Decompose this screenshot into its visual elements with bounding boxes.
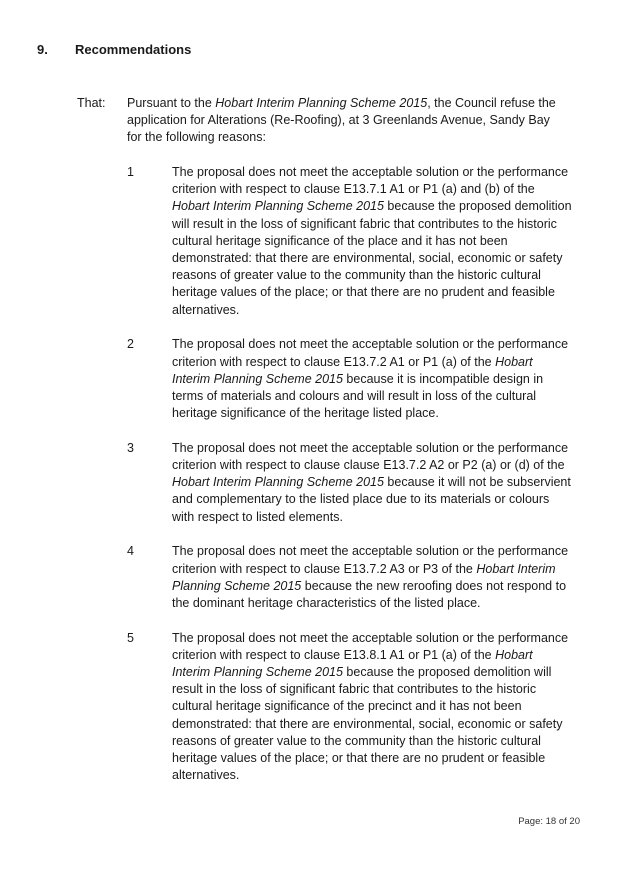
that-label: That: (77, 96, 106, 110)
reason-number: 1 (127, 165, 134, 179)
intro-text-after: , the Council refuse the application for Alterations (Re-Roofing), at 3 Greenlands Avenue, Sandy Bay for the following reasons: (127, 96, 556, 145)
reason-text-before: The proposal does not meet the acceptable solution or the performance criterion with respect to clause E13.7.1 A1 or P1 (a) and (b) of the (172, 165, 569, 197)
reason-text (172, 440, 572, 526)
reason-text-after: because it will not be subservient and complementary to the listed place due to its materials or colours with respect to listed elements. (172, 475, 571, 524)
reason-number: 2 (127, 337, 134, 352)
reason-text-after: because the proposed demolition will result in the loss of significant fabric that contributes to the historic cultural heritage significance of the precinct and it has not been demonstrated: that there are environmental, social, economic or safety reasons of greater value to the community than the historic cultural heritage values of the place; or that there are no prudent or feasible alternatives. (172, 665, 563, 783)
reason-text-before: The proposal does not meet the acceptable solution or the performance criterion with respect to clause clause E13.7.2 A2 or P2 (a) or (d) of the (172, 440, 569, 473)
reason-scheme-name: Hobart Interim Planning Scheme 2015 (172, 475, 384, 490)
reason-text-before: The proposal does not meet the acceptable solution or the performance criterion with respect to clause E13.7.2 A1 or P1 (a) of the (172, 337, 569, 369)
section-heading (37, 41, 191, 58)
reason-text-before: The proposal does not meet the acceptable solution or the performance criterion with respect to clause E13.7.2 A3 or P3 of the (172, 544, 569, 576)
reason-scheme-name: Hobart Interim Planning Scheme 2015 (172, 561, 556, 593)
reason-text (172, 630, 572, 785)
reason-text (172, 164, 572, 319)
reason-scheme-name: Hobart Interim Planning Scheme 2015 (172, 647, 533, 680)
reason-item (127, 164, 572, 319)
reason-number: 4 (127, 544, 134, 559)
reason-number: 5 (127, 630, 134, 645)
reason-item (127, 630, 572, 785)
reason-text-after: because the new reroofing does not respond to the dominant heritage characteristics of the listed place. (172, 578, 567, 610)
page-number: Page: 18 of 20 (518, 816, 580, 827)
reason-number: 3 (127, 440, 134, 455)
reason-text-after: because the proposed demolition will result in the loss of significant fabric that contributes to the historic cultural heritage significance of the place and it has not been demonstrated: that there are environmental, social, economic or safety reasons of greater value to the community than the historic cultural heritage values of the place; or that there are no prudent and feasible alternatives. (172, 199, 572, 317)
intro-scheme-name: Hobart Interim Planning Scheme 2015 (215, 96, 428, 110)
reason-item (127, 543, 572, 612)
reasons-list (127, 164, 572, 802)
reason-item (127, 336, 572, 422)
reason-scheme-name: Hobart Interim Planning Scheme 2015 (172, 354, 533, 386)
reason-text-after: because it is incompatible design in terms of materials and colours and will result in loss of the cultural heritage significance of the heritage listed place. (172, 371, 544, 421)
reason-item (127, 440, 572, 526)
reason-text (172, 336, 572, 422)
reason-text (172, 543, 572, 612)
reason-text-before: The proposal does not meet the acceptable solution or the performance criterion with respect to clause E13.8.1 A1 or P1 (a) of the (172, 630, 569, 662)
intro-paragraph (127, 95, 567, 147)
reason-scheme-name: Hobart Interim Planning Scheme 2015 (172, 199, 384, 214)
section-title: Recommendations (75, 42, 192, 57)
section-number: 9. (37, 42, 48, 57)
intro-text-before: Pursuant to the (127, 96, 216, 110)
